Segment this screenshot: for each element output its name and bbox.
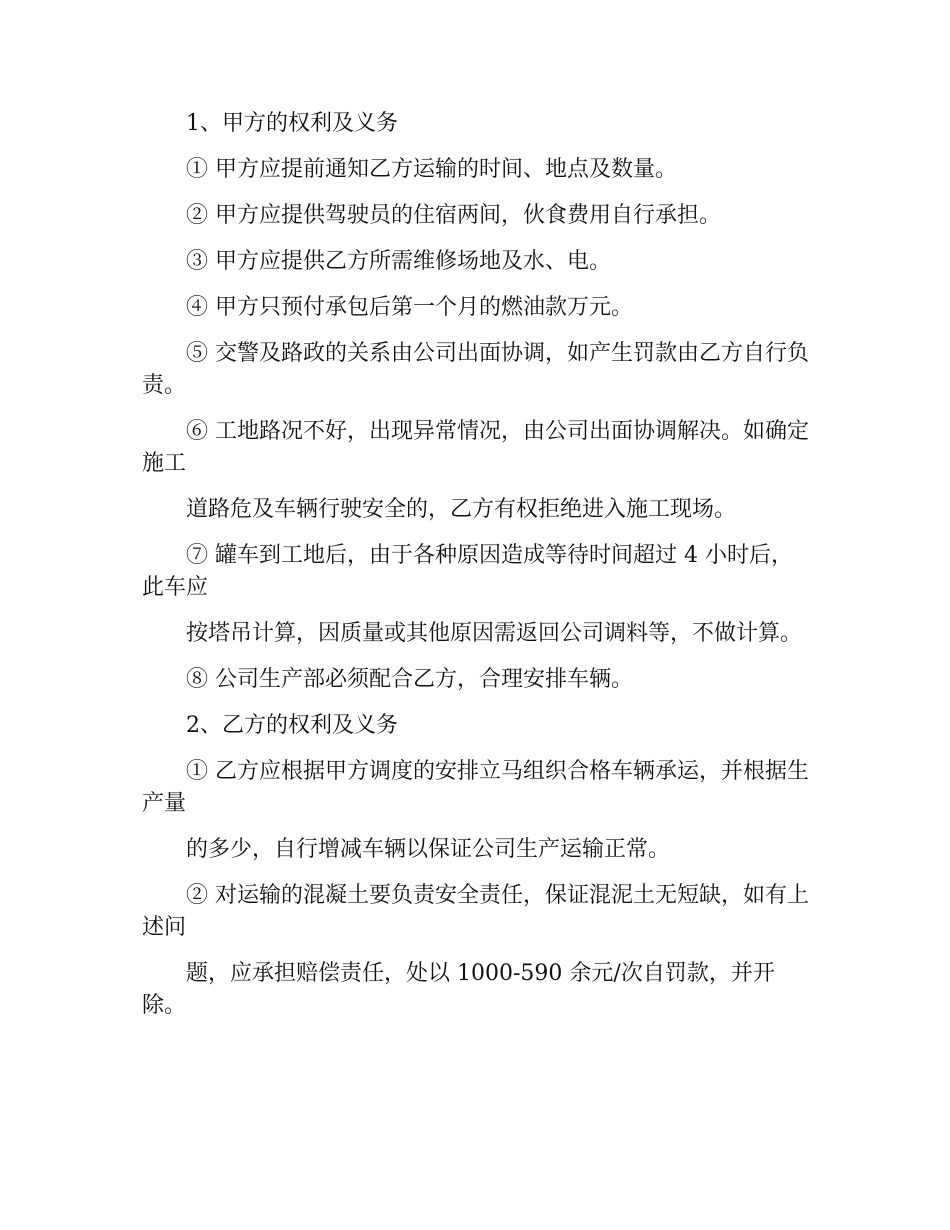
paragraph: ⑧ 公司生产部必须配合乙方，合理安排车辆。 (186, 667, 633, 692)
paragraph: 题，应承担赔偿责任，处以 1000-590 余元/次自罚款，并开除。 (142, 961, 775, 1018)
paragraph: ② 对运输的混凝土要负责安全责任，保证混泥土无短缺，如有上述问 (142, 883, 809, 940)
paragraph: ② 甲方应提供驾驶员的住宿两间，伙食费用自行承担。 (186, 203, 721, 228)
paragraph: 按塔吊计算，因质量或其他原因需返回公司调料等，不做计算。 (186, 621, 803, 646)
paragraph: ⑥ 工地路况不好，出现异常情况，由公司出面协调解决。如确定施工 (142, 419, 809, 476)
section-heading-party-a: 1、甲方的权利及义务 (186, 111, 398, 136)
section-heading-party-b: 2、乙方的权利及义务 (186, 713, 398, 738)
paragraph: ① 乙方应根据甲方调度的安排立马组织合格车辆承运，并根据生产量 (142, 759, 809, 816)
paragraph: ⑦ 罐车到工地后，由于各种原因造成等待时间超过 4 小时后，此车应 (142, 543, 793, 600)
paragraph: ① 甲方应提前通知乙方运输的时间、地点及数量。 (186, 157, 677, 182)
paragraph: ⑤ 交警及路政的关系由公司出面协调，如产生罚款由乙方自行负责。 (142, 341, 809, 398)
paragraph: ③ 甲方应提供乙方所需维修场地及水、电。 (186, 249, 611, 274)
document-body (142, 108, 812, 1036)
paragraph: 道路危及车辆行驶安全的，乙方有权拒绝进入施工现场。 (186, 497, 737, 522)
paragraph: 的多少，自行增减车辆以保证公司生产运输正常。 (186, 837, 671, 862)
paragraph: ④ 甲方只预付承包后第一个月的燃油款万元。 (186, 295, 633, 320)
